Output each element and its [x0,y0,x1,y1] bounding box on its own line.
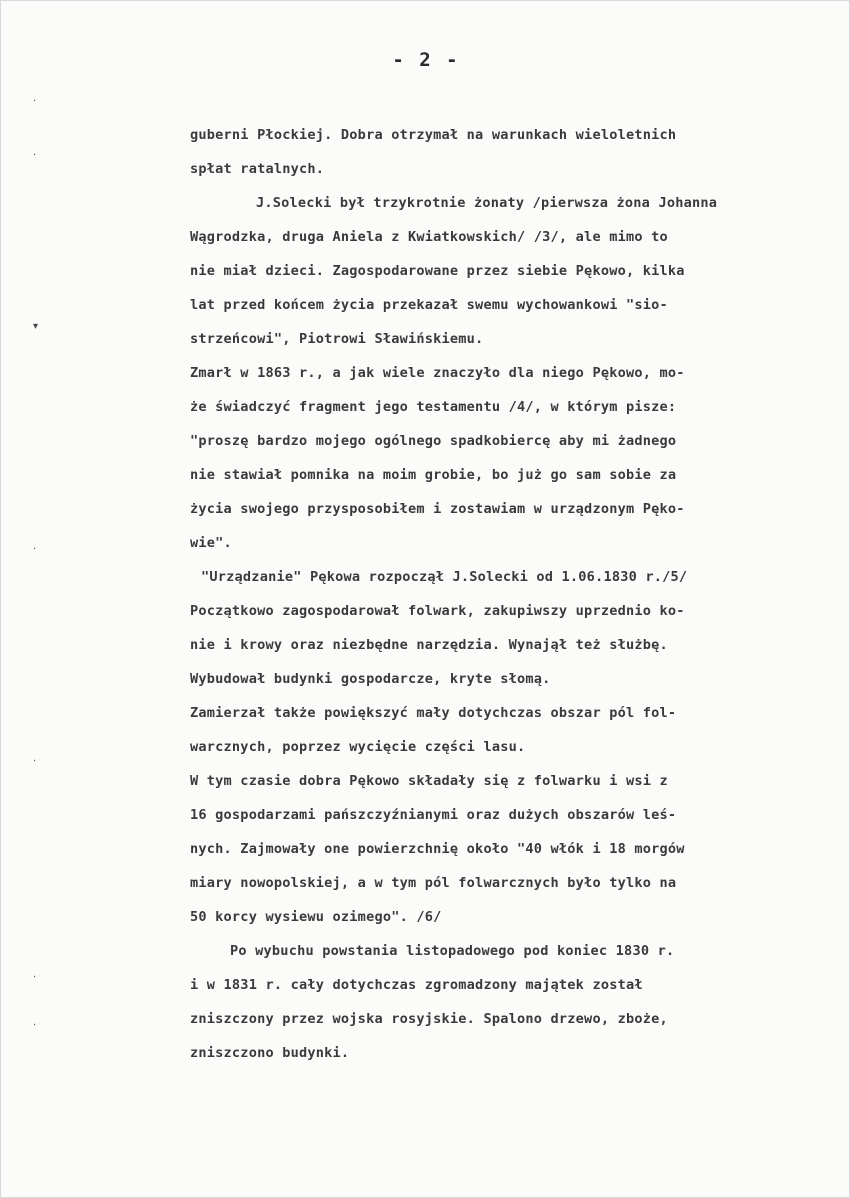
text-line: Wybudował budynki gospodarcze, kryte słomą. [190,671,551,687]
page-number: - 2 - [392,49,460,71]
margin-mark: . [33,541,37,552]
margin-mark: . [33,969,37,980]
text-line: nie stawiał pomnika na moim grobie, bo już go sam sobie za [190,467,677,483]
text-line: Wągrodzka, druga Aniela z Kwiatkowskich/ /3/, ale mimo to [190,229,668,245]
text-line: i w 1831 r. cały dotychczas zgromadzony majątek został [190,977,643,993]
margin-mark: . [33,147,37,158]
text-line: "proszę bardzo mojego ogólnego spadkobiercę aby mi żadnego [190,433,677,449]
text-line: zniszczono budynki. [190,1045,350,1061]
text-line: zniszczony przez wojska rosyjskie. Spalono drzewo, zboże, [190,1011,668,1027]
text-line: Początkowo zagospodarował folwark, zakupiwszy uprzednio ko- [190,603,685,619]
text-line: nych. Zajmowały one powierzchnię około "40 włók i 18 morgów [190,841,685,857]
text-line: nie i krowy oraz niezbędne narzędzia. Wynajął też służbę. [190,637,668,653]
text-line: strzeńcowi", Piotrowi Sławińskiemu. [190,331,484,347]
text-line: J.Solecki był trzykrotnie żonaty /pierwsza żona Johanna [256,195,718,211]
margin-mark: . [33,1017,37,1028]
text-line: spłat ratalnych. [190,161,325,177]
text-line: miary nowopolskiej, a w tym pól folwarcznych było tylko na [190,875,677,891]
text-line: że świadczyć fragment jego testamentu /4/, w którym pisze: [190,399,677,415]
body-text [190,118,830,1070]
text-line: warcznych, poprzez wycięcie części lasu. [190,739,526,755]
text-line: wie". [190,535,232,551]
text-line: Po wybuchu powstania listopadowego pod koniec 1830 r. [230,943,675,959]
text-line: życia swojego przysposobiłem i zostawiam w urządzonym Pęko- [190,501,685,517]
text-line: "Urządzanie" Pękowa rozpoczął J.Solecki od 1.06.1830 r./5/ [201,569,688,585]
text-line: 16 gospodarzami pańszczyźnianymi oraz dużych obszarów leś- [190,807,677,823]
margin-mark: . [33,93,37,104]
text-line: lat przed końcem życia przekazał swemu wychowankowi "sio- [190,297,668,313]
text-line: Zmarł w 1863 r., a jak wiele znaczyło dla niego Pękowo, mo- [190,365,685,381]
text-line: nie miał dzieci. Zagospodarowane przez siebie Pękowo, kilka [190,263,685,279]
text-line: W tym czasie dobra Pękowo składały się z folwarku i wsi z [190,773,668,789]
margin-mark: . [33,753,37,764]
text-line: 50 korcy wysiewu ozimego". /6/ [190,909,442,925]
text-line: Zamierzał także powiększyć mały dotychczas obszar pól fol- [190,705,677,721]
margin-mark: ▾ [33,321,39,332]
text-line: guberni Płockiej. Dobra otrzymał na warunkach wieloletnich [190,127,677,143]
